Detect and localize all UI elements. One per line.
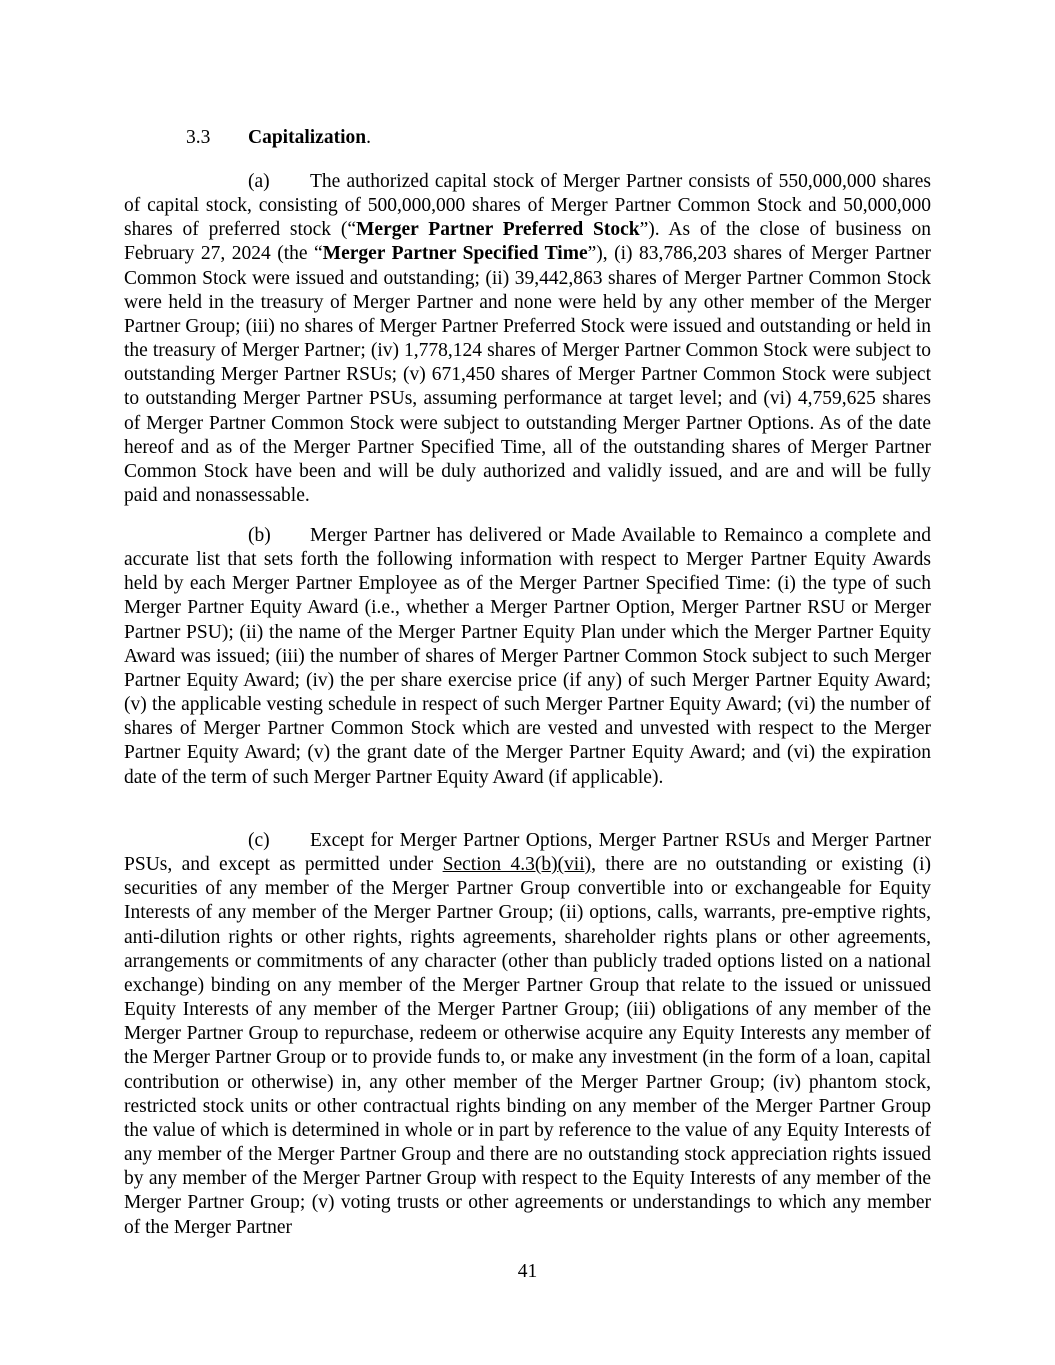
section-title-suffix: . (366, 127, 371, 148)
paragraph-b (124, 524, 931, 790)
section-reference-link[interactable]: Section 4.3(b)(vii) (442, 854, 592, 876)
paragraph-c-text-1: Except for Merger Partner Options, Merger Partner RSUs and Merger Partner PSUs, and except as permitted under (124, 830, 931, 876)
page-number: 41 (517, 1261, 538, 1282)
paragraph-c (124, 829, 931, 1240)
paragraph-a-label: (a) (248, 171, 270, 192)
paragraph-c-text-2: , there are no outstanding or existing (i) securities of any member of the Merger Partner Group convertible into or exchangeable for Equity Interests of any member of the Merger Partner Group; (ii) options, calls, warrants, pre-emptive rights, anti-dilution rights or other rights, rights agreements, shareholder rights plans or other agreements, arrangements or commitments of any character (other than publicly traded options listed on a national exchange) binding on any member of the Merger Partner Group that relate to the issued or unissued Equity Interests of any member of the Merger Partner Group; (iii) obligations of any member of the Merger Partner Group to repurchase, redeem or otherwise acquire any Equity Interests any member of the Merger Partner Group or to provide funds to, or make any investment (in the form of a loan, capital contribution or otherwise) in, any other member of the Merger Partner Group; (iv) phantom stock, restricted stock units or other contractual rights binding on any member of the Merger Partner Group the value of which is determined in whole or in part by reference to the value of any Equity Interests of any member of the Merger Partner Group and there are no outstanding stock appreciation rights issued by any member of the Merger Partner Group with respect to the Equity Interests of any member of the Merger Partner Group; (v) voting trusts or other agreements or understandings to which any member of the Merger Partner (124, 854, 931, 1238)
section-title: Capitalization (248, 127, 367, 148)
defined-term-preferred-stock: Merger Partner Preferred Stock (356, 219, 640, 241)
paragraph-b-label: (b) (248, 525, 271, 546)
paragraph-a-text-2: ”). As of the close of business on February 27, 2024 (the “ (124, 219, 931, 265)
defined-term-specified-time: Merger Partner Specified Time (322, 243, 588, 265)
section-number: 3.3 (186, 127, 211, 148)
paragraph-a-text-1: The authorized capital stock of Merger Partner consists of 550,000,000 shares of capital stock, consisting of 500,000,000 shares of Merger Partner Common Stock and 50,000,000 shares of preferred stock (“ (124, 171, 931, 241)
paragraph-a (124, 170, 931, 508)
paragraph-a-text-3: ”), (i) 83,786,203 shares of Merger Partner Common Stock were issued and outstanding; (ii) 39,442,863 shares of Merger Partner Common Stock were held in the treasury of Merger Partner and none were held by any other member of the Merger Partner Group; (iii) no shares of Merger Partner Preferred Stock were issued and outstanding or held in the treasury of Merger Partner; (iv) 1,778,124 shares of Merger Partner Common Stock were subject to outstanding Merger Partner RSUs; (v) 671,450 shares of Merger Partner Common Stock were subject to outstanding Merger Partner PSUs, assuming performance at target level; and (vi) 4,759,625 shares of Merger Partner Common Stock were subject to outstanding Merger Partner Options. As of the date hereof and as of the Merger Partner Specified Time, all of the outstanding shares of Merger Partner Common Stock have been and will be duly authorized and validly issued, and are and will be fully paid and nonassessable. (124, 243, 931, 507)
paragraph-c-label: (c) (248, 830, 270, 851)
paragraph-b-text: Merger Partner has delivered or Made Available to Remainco a complete and accurate list that sets forth the following information with respect to Merger Partner Equity Awards held by each Merger Partner Employee as of the Merger Partner Specified Time: (i) the type of such Merger Partner Equity Award (i.e., whether a Merger Partner Option, Merger Partner RSU or Merger Partner PSU); (ii) the name of the Merger Partner Equity Plan under which the Merger Partner Equity Award was issued; (iii) the number of shares of Merger Partner Common Stock subject to such Merger Partner Equity Award; (iv) the per share exercise price (if any) of such Merger Partner Equity Award; (v) the applicable vesting schedule in respect of such Merger Partner Equity Award; (vi) the number of shares of Merger Partner Common Stock which are vested and unvested with respect to the Merger Partner Equity Award; (v) the grant date of the Merger Partner Equity Award; and (vi) the expiration date of the term of such Merger Partner Equity Award (if applicable). (124, 525, 931, 788)
section-heading (186, 126, 371, 150)
